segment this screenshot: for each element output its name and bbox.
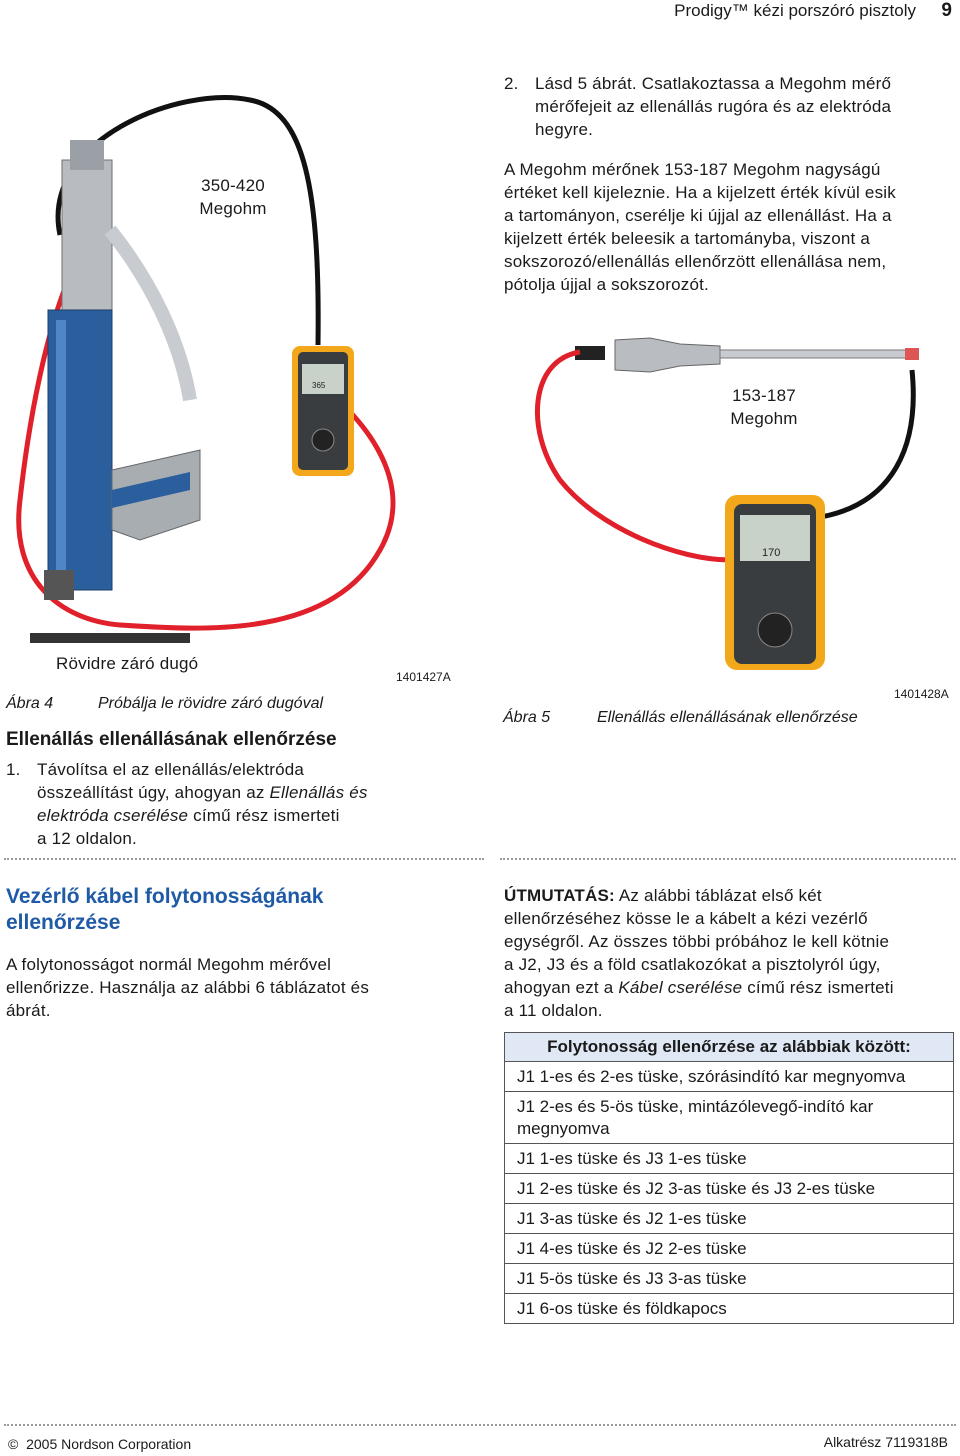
footer-copyright: © 2005 Nordson Corporation [8,1436,192,1452]
table-row: J1 3-as tüske és J2 1-es tüske [505,1204,954,1234]
meter-display-fig5: 170 [762,547,781,559]
fig4-caption-text: Próbálja le rövidre záró dugóval [98,695,324,712]
fig5-range-label: 153-187 Megohm [730,386,798,428]
spray-gun [44,140,200,600]
table-row: J1 4-es tüske és J2 2-es tüske [505,1234,954,1264]
footer-part-number: Alkatrész 7119318B [823,1434,948,1450]
continuity-body: A folytonosságot normál Megohm mérővel ellenőrizze. Használja az alábbi 6 táblázatot és ábrát. [6,955,370,1020]
running-header: Prodigy™ kézi porszóró pisztoly [674,1,916,20]
fig4-code: 1401427A [396,670,451,684]
red-test-lead [537,352,730,560]
footer-divider [4,1424,956,1426]
section-divider-right [500,858,956,860]
step-1-number: 1. [6,760,21,779]
table-row: J1 6-os tüske és földkapocs [505,1294,954,1324]
megohm-meter-fig5 [725,495,825,670]
section-divider-left [4,858,484,860]
step-1-text: Távolítsa el az ellenállás/elektróda összeállítást úgy, ahogyan az Ellenállás és elektróda cserélése című rész ismerteti a 12 oldalon. [37,760,368,848]
copyright-icon: © [8,1436,19,1452]
fig5-caption-number: Ábra 5 [503,709,551,726]
resistor-electrode [575,338,919,372]
figure-5-illustration [500,330,960,670]
fig5-code: 1401428A [894,687,949,701]
note-paragraph: ÚTMUTATÁS: Az alábbi táblázat első két ellenőrzéséhez kösse le a kábelt a kézi vezérlő egységről. Az összes többi próbához le kell kötnie a J2, J3 és a föld csatlakozókat a pisztolyról úgy, ahogyan ezt a Kábel cserélése című rész ismerteti a 11 oldalon. [504,886,894,1020]
continuity-heading: Vezérlő kábel folytonosságának ellenőrzése [6,885,324,934]
table-row: J1 5-ös tüske és J3 3-as tüske [505,1264,954,1294]
table-header: Folytonosság ellenőrzése az alábbiak között: [505,1033,954,1062]
fig4-caption-number: Ábra 4 [6,695,54,712]
table-row: J1 2-es és 5-ös tüske, mintázólevegő-indító kar megnyomva [505,1092,954,1144]
meter-display-fig4: 365 [312,381,326,390]
page-number: 9 [941,0,952,21]
resistance-check-heading: Ellenállás ellenállásának ellenőrzése [6,729,337,750]
step-2-text: Lásd 5 ábrát. Csatlakoztassa a Megohm mérő mérőfejeit az ellenállás rugóra és az elektróda hegyre. [535,74,892,139]
table-row: J1 2-es tüske és J2 3-as tüske és J3 2-es tüske [505,1174,954,1204]
step-2-number: 2. [504,74,519,93]
short-plug-label: Rövidre záró dugó [56,654,199,673]
short-plug [30,633,190,643]
table-row: J1 1-es tüske és J3 1-es tüske [505,1144,954,1174]
megohm-meter-fig4 [292,346,354,476]
fig5-caption-text: Ellenállás ellenállásának ellenőrzése [597,709,858,726]
table-row: J1 1-es és 2-es tüske, szórásindító kar megnyomva [505,1062,954,1092]
continuity-table [504,1032,954,1324]
megohm-value-paragraph: A Megohm mérőnek 153-187 Megohm nagyságú értéket kell kijeleznie. Ha a kijelzett érték kívül esik a tartományon, cserélje ki újjal az ellenállást. Ha a kijelzett érték beleesik a tartományba, viszont a sokszorozó/ellenállás ellenőrzött ellenállása nem, pótolja újjal a sokszorozót. [504,160,896,294]
figure-4-illustration [0,80,470,680]
fig4-range-label: 350-420 Megohm [199,176,267,218]
